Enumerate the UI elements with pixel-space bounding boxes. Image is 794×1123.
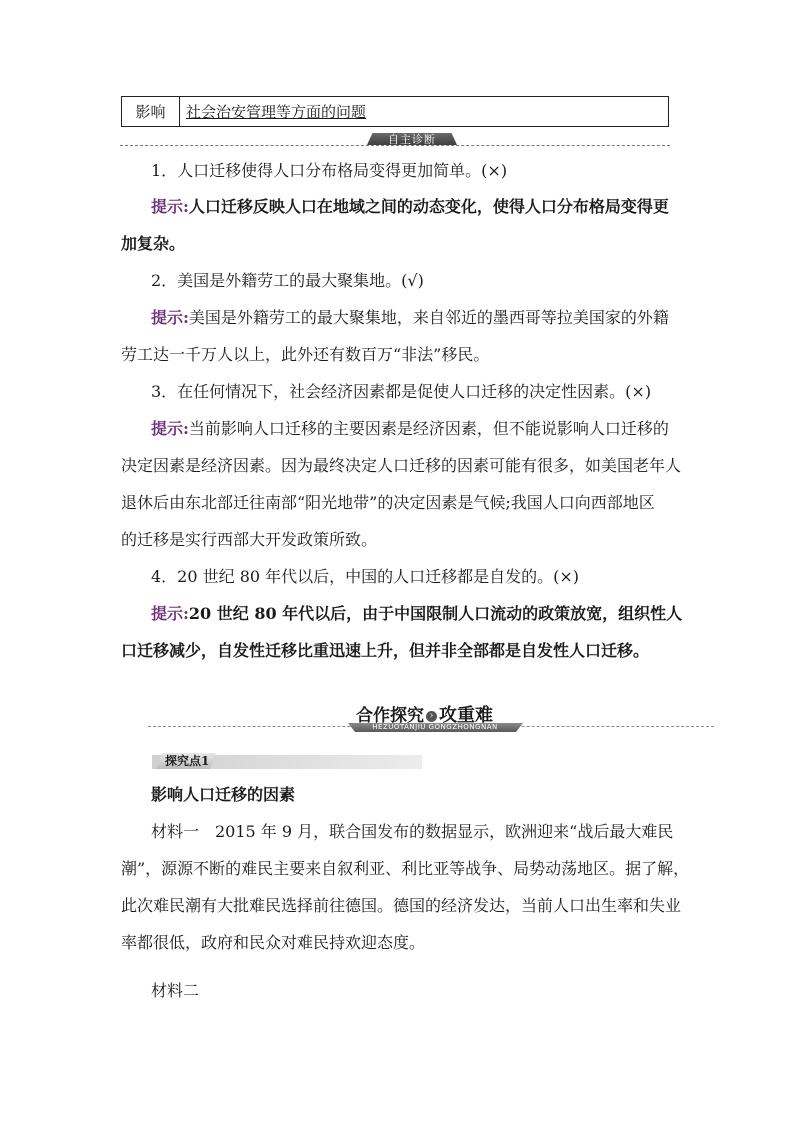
section-title-right: 攻重难 (439, 705, 493, 726)
table-cell-label: 影响 (122, 97, 180, 126)
diagnosis-banner-text: 自主诊断 (388, 133, 436, 146)
hint-2-line-2: 劳工达一千万人以上，此外还有数百万“非法”移民。 (121, 345, 490, 364)
material2-label: 材料二 (151, 981, 200, 1000)
hint-4-line-1: 提示:20 世纪 80 年代以后，由于中国限制人口流动的政策放宽，组织性人 (151, 604, 683, 623)
material1-line-1: 材料一 2015 年 9 月，联合国发布的数据显示，欧洲迎来“战后最大难民 (151, 822, 674, 841)
section-banner-subtitle: HEZUOTANJIU GONGZHONGNAN (372, 723, 498, 731)
section-title-left: 合作探究 (356, 706, 424, 726)
table-row (121, 96, 669, 127)
question-1: 1．人口迁移使得人口分布格局变得更加简单。(×) (151, 161, 508, 180)
material1-line-4: 率都很低，政府和民众对难民持欢迎态度。 (121, 933, 426, 952)
explore-heading: 影响人口迁移的因素 (151, 785, 296, 804)
hint-3-line-3: 退休后由东北部迁往南部“阳光地带”的决定因素是气候;我国人口向西部地区 (121, 493, 655, 512)
hint-label: 提示: (151, 197, 189, 216)
chevron-right-icon: › (426, 711, 437, 722)
hint-1-line-2: 加复杂。 (121, 234, 186, 253)
section-banner-title (356, 701, 493, 727)
hint-2-line-1: 提示:美国是外籍劳工的最大聚集地，来自邻近的墨西哥等拉美国家的外籍 (151, 308, 669, 327)
diagnosis-banner (367, 131, 457, 147)
hint-3-line-1: 提示:当前影响人口迁移的主要因素是经济因素，但不能说影响人口迁移的 (151, 419, 669, 438)
hint-4-line-2: 口迁移减少，自发性迁移比重迅速上升，但并非全部都是自发性人口迁移。 (121, 641, 650, 660)
hint-3-line-4: 的迁移是实行西部大开发政策所致。 (121, 530, 378, 549)
question-2: 2．美国是外籍劳工的最大聚集地。(√) (151, 271, 424, 290)
hint-label: 提示: (151, 604, 189, 623)
table-cell-content: 社会治安管理等方面的问题 (186, 103, 367, 121)
hint-3-line-2: 决定因素是经济因素。因为最终决定人口迁移的因素可能有很多，如美国老年人 (121, 456, 682, 475)
material1-line-3: 此次难民潮有大批难民选择前往德国。德国的经济发达，当前人口出生率和失业 (121, 896, 682, 915)
explore-tag-label: 探究点1 (165, 754, 210, 768)
question-3: 3．在任何情况下，社会经济因素都是促使人口迁移的决定性因素。(×) (151, 382, 652, 401)
question-4: 4．20 世纪 80 年代以后，中国的人口迁移都是自发的。(×) (151, 567, 580, 586)
hint-label: 提示: (151, 308, 189, 327)
material1-line-2: 潮”，源源不断的难民主要来自叙利亚、利比亚等战争、局势动荡地区。据了解， (121, 859, 690, 878)
hint-1-line-1: 提示:人口迁移反映人口在地域之间的动态变化，使得人口分布格局变得更 (151, 197, 669, 216)
hint-label: 提示: (151, 419, 189, 438)
